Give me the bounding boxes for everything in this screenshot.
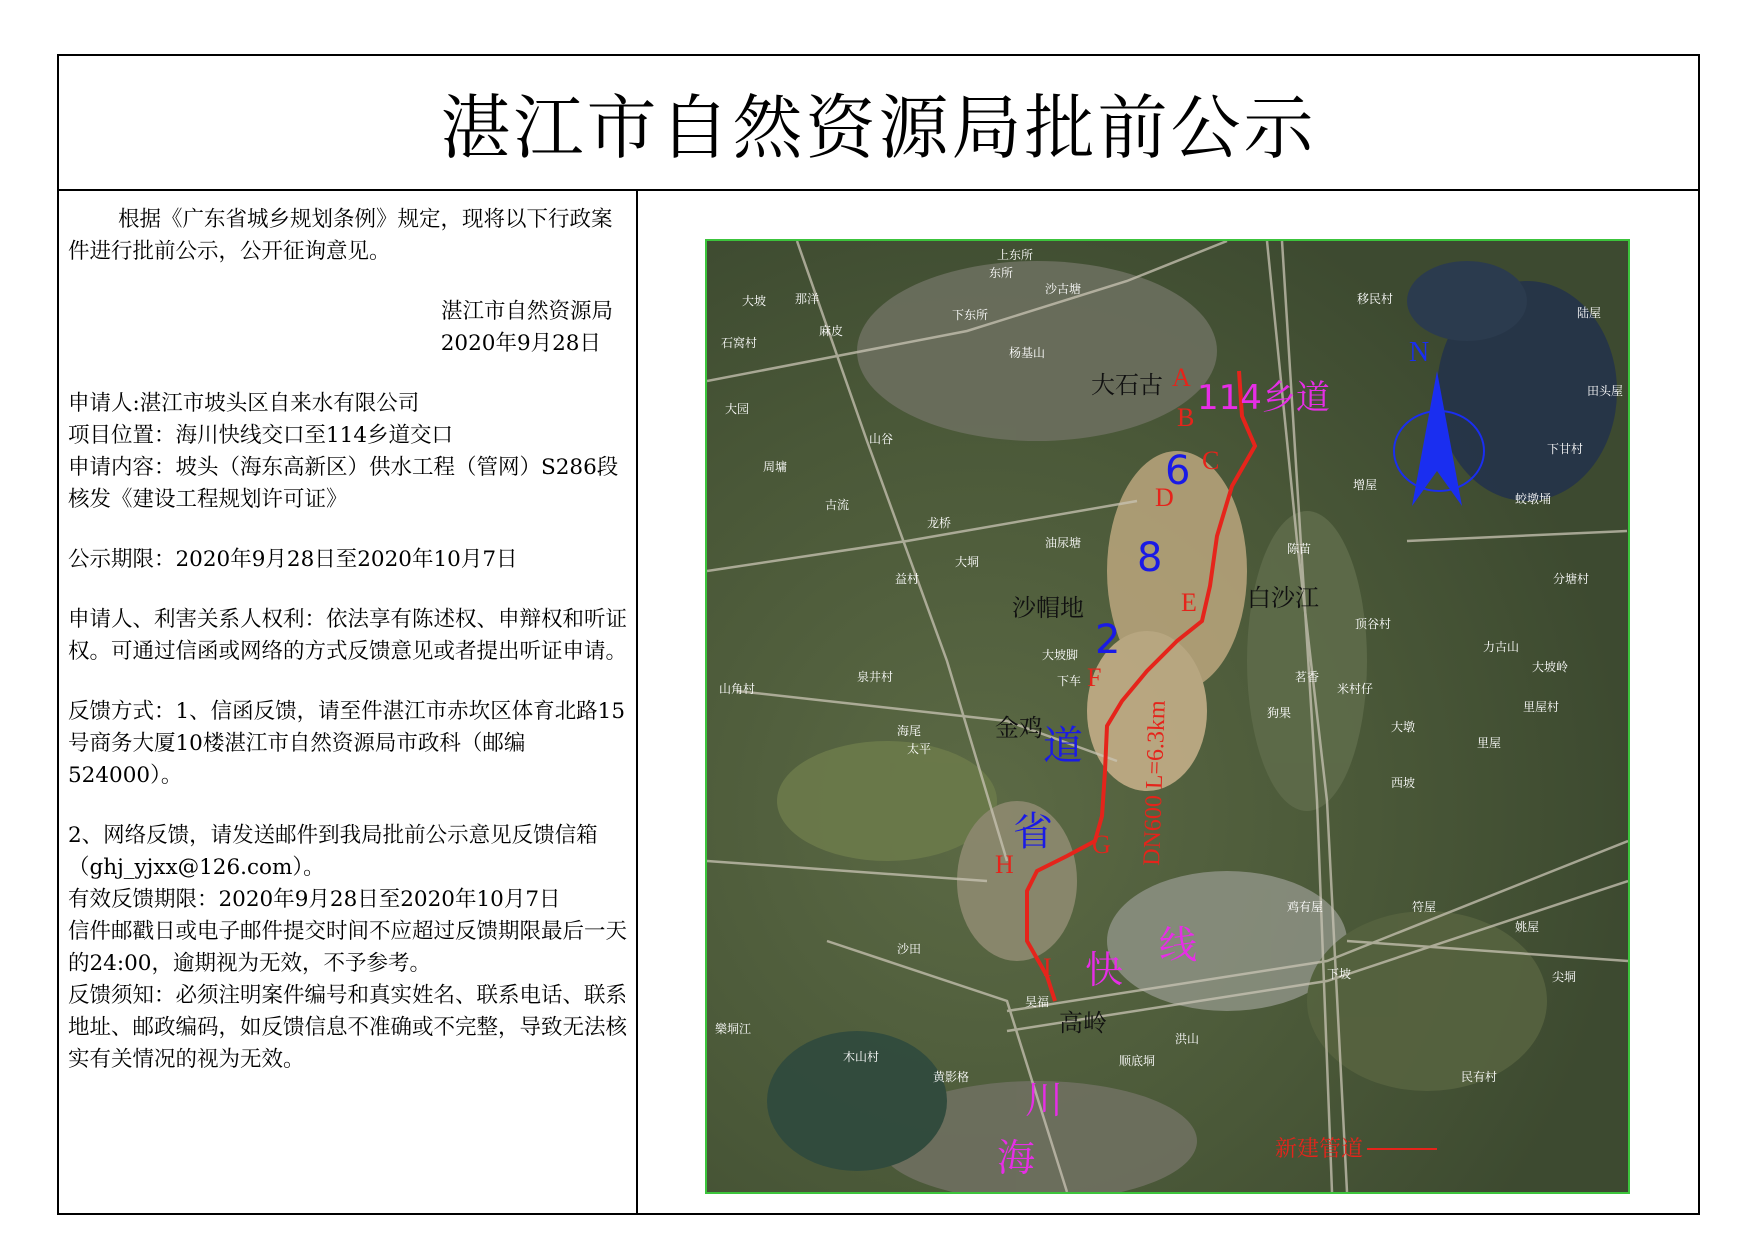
place-label: 麻皮	[819, 324, 844, 338]
place-label: 茗香	[1295, 670, 1320, 684]
place-label: 龙桥	[927, 516, 952, 530]
place-label: 木山村	[843, 1050, 880, 1064]
place-label: 顺底垌	[1119, 1054, 1156, 1068]
point-label-c: C	[1202, 446, 1220, 475]
place-label: 大园	[725, 402, 750, 416]
place-label: 尖垌	[1552, 970, 1577, 984]
place-label: 里屋	[1477, 736, 1502, 750]
legend-label: 新建管道	[1275, 1137, 1364, 1162]
place-label: 泉井村	[857, 670, 894, 684]
place-label: 沙古塘	[1045, 282, 1082, 296]
place-label: 东所	[989, 266, 1014, 280]
place-label: 昊福	[1025, 995, 1050, 1009]
road-114-label: 114乡道	[1197, 378, 1330, 418]
road-s286-label-5: 省	[1013, 809, 1053, 855]
place-jinji: 金鸡	[995, 714, 1043, 742]
place-label: 周墉	[763, 460, 788, 474]
place-baishajiang: 白沙江	[1247, 584, 1319, 612]
place-label: 姚屋	[1515, 920, 1540, 934]
place-label: 那洋	[795, 292, 820, 306]
place-label: 山角村	[719, 682, 756, 696]
place-label: 米村仔	[1337, 682, 1374, 696]
column-divider	[636, 189, 638, 1213]
place-label: 民有村	[1461, 1070, 1498, 1084]
pipe-spec-label: DN600 L=6.3km	[1139, 699, 1171, 867]
place-label: 石窝村	[721, 336, 758, 350]
place-label: 古流	[825, 498, 850, 512]
point-label-f: F	[1087, 663, 1102, 692]
place-label: 大墩	[1391, 720, 1416, 734]
place-label: 力古山	[1483, 640, 1520, 654]
road-haichuan-label-1: 海	[997, 1136, 1036, 1180]
place-label: 蛟墩埇	[1515, 492, 1552, 506]
intro-paragraph: 根据《广东省城乡规划条例》规定，现将以下行政案件进行批前公示，公开征询意见。	[68, 207, 613, 264]
place-label: 陈苗	[1287, 542, 1312, 556]
place-label: 田头屋	[1587, 384, 1624, 398]
place-gaoling: 高岭	[1059, 1009, 1107, 1037]
place-label: 下车	[1057, 674, 1082, 688]
place-label: 下甘村	[1547, 442, 1584, 456]
place-label: 山谷	[869, 432, 894, 446]
notice-frame	[57, 54, 1700, 1215]
point-label-g: G	[1092, 830, 1111, 859]
place-shamaodi: 沙帽地	[1012, 594, 1084, 622]
deadline-paragraph: 信件邮戳日或电子邮件提交时间不应超过反馈期限最后一天的24:00，逾期视为无效，不予参考。	[68, 919, 628, 976]
point-label-a: A	[1172, 363, 1191, 392]
content-line: 申请内容：坡头（海东高新区）供水工程（管网）S286段核发《建设工程规划许可证》	[68, 455, 619, 512]
place-label: 杨基山	[1009, 346, 1046, 360]
place-label: 大垌	[955, 555, 980, 569]
road-s286-label-3: 2	[1095, 617, 1121, 663]
period-line: 公示期限：2020年9月28日至2020年10月7日	[68, 547, 518, 572]
place-label: 沙田	[897, 942, 922, 956]
place-label: 顶谷村	[1355, 617, 1392, 631]
north-label: N	[1409, 337, 1430, 368]
road-haichuan-label-4: 线	[1159, 923, 1198, 967]
place-label: 狗果	[1267, 706, 1292, 720]
place-label: 上东所	[997, 248, 1034, 262]
place-label: 鸡有屋	[1287, 900, 1324, 914]
road-s286-label-2: 8	[1137, 535, 1163, 581]
title-row	[59, 56, 1698, 191]
place-label: 下东所	[952, 308, 989, 322]
place-label: 黄影格	[933, 1070, 970, 1084]
notice-text-column	[68, 204, 633, 1076]
feedback-mail-paragraph: 反馈方式：1、信函反馈，请至件湛江市赤坎区体育北路15号商务大厦10楼湛江市自然资源局市政科（邮编524000）。	[68, 699, 626, 788]
place-label: 益村	[895, 572, 920, 586]
point-label-d: D	[1155, 483, 1174, 512]
feedback-net-paragraph: 2、网络反馈，请发送邮件到我局批前公示意见反馈信箱（ghj_yjxx@126.com）。	[68, 823, 598, 880]
place-label: 大坡	[742, 294, 767, 308]
road-haichuan-label-2: 川	[1025, 1078, 1064, 1122]
place-label: 移民村	[1357, 292, 1394, 306]
place-label: 大坡岭	[1532, 660, 1569, 674]
road-s286-label-1: 6	[1165, 448, 1191, 494]
place-label: 增屋	[1353, 478, 1378, 492]
applicant-line: 申请人:湛江市坡头区自来水有限公司	[68, 391, 420, 416]
page-title: 湛江市自然资源局批前公示	[440, 87, 1317, 169]
point-label-e: E	[1181, 588, 1197, 617]
place-label: 樂垌江	[715, 1022, 752, 1036]
place-label: 符屋	[1412, 900, 1437, 914]
point-label-b: B	[1177, 403, 1195, 432]
road-s286-label-4: 道	[1043, 723, 1083, 769]
map-svg	[707, 241, 1628, 1192]
authority-name: 湛江市自然资源局	[440, 299, 613, 324]
rights-paragraph: 申请人、利害关系人权利：依法享有陈述权、申辩权和听证权。可通过信函或网络的方式反馈意见或者提出听证申请。	[68, 607, 628, 664]
place-label: 陆屋	[1577, 306, 1602, 320]
location-line: 项目位置：海川快线交口至114乡道交口	[68, 423, 454, 448]
point-label-i: I	[1043, 953, 1052, 982]
place-label: 大坡脚	[1042, 648, 1079, 662]
place-label: 西坡	[1391, 776, 1416, 790]
point-label-h: H	[995, 850, 1014, 879]
valid-period-line: 有效反馈期限：2020年9月28日至2020年10月7日	[68, 887, 561, 912]
place-label: 油尿塘	[1045, 536, 1082, 550]
notes-paragraph: 反馈须知：必须注明案件编号和真实姓名、联系电话、联系地址、邮政编码，如反馈信息不准确或不完整，导致无法核实有关情况的视为无效。	[68, 983, 628, 1072]
place-label: 分塘村	[1553, 572, 1590, 586]
place-label: 太平	[907, 742, 932, 756]
road-haichuan-label-3: 快	[1085, 948, 1124, 992]
place-label: 里屋村	[1523, 700, 1560, 714]
satellite-map	[705, 239, 1630, 1194]
notice-date: 2020年9月28日	[440, 331, 601, 356]
place-label: 洪山	[1175, 1032, 1200, 1046]
place-label: 下坡	[1327, 967, 1352, 981]
place-dashigu: 大石古	[1091, 371, 1163, 399]
place-label: 海尾	[897, 724, 922, 738]
